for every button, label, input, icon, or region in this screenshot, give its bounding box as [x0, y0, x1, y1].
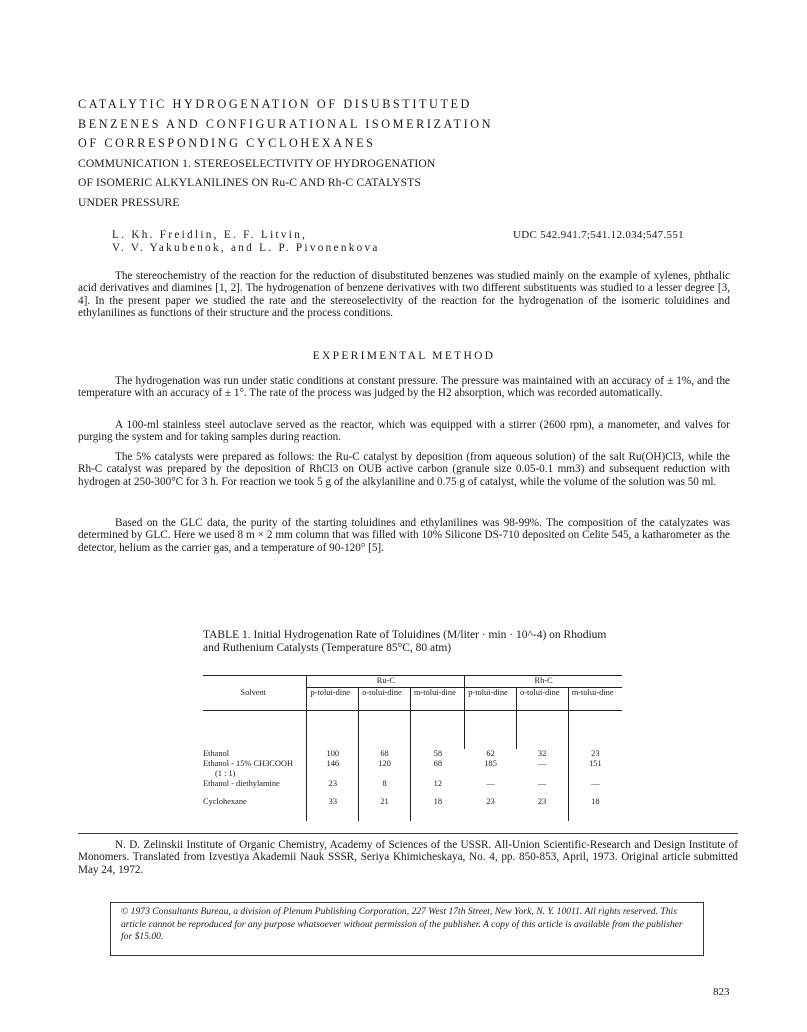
cell: 58 [410, 749, 464, 759]
row-solvent: Cyclohexane [203, 797, 247, 806]
col-header: o-tolui-dine [359, 688, 411, 711]
table-row [203, 779, 622, 789]
solvent-header: Solvent [203, 676, 307, 711]
col-header: p-tolui-dine [465, 688, 517, 711]
row-solvent-note: (1 : 1) [215, 769, 236, 778]
col-header: m-tolui-dine [410, 688, 464, 711]
table-row [203, 749, 622, 759]
title-line-5: OF ISOMERIC ALKYLANILINES ON Ru-C AND Rh-C CATALYSTS [78, 176, 421, 189]
method-paragraph-2: A 100-ml stainless steel autoclave served as the reactor, which was equipped with a stirrer (2600 rpm), a manometer, and valves for purging the system and for taking samples during reaction. [78, 419, 730, 444]
col-header: o-tolui-dine [516, 688, 568, 711]
title-line-4: COMMUNICATION 1. STEREOSELECTIVITY OF HYDROGENATION [78, 156, 436, 170]
cell: 23 [568, 749, 622, 759]
article-title [78, 95, 738, 212]
cell: 12 [410, 779, 464, 789]
title-line-2: BENZENES AND CONFIGURATIONAL ISOMERIZATION [78, 116, 494, 131]
cell: 100 [307, 749, 359, 759]
rh-group-header: Rh-C [465, 676, 622, 688]
col-header: p-tolui-dine [307, 688, 359, 711]
copyright-text: © 1973 Consultants Bureau, a division of Plenum Publishing Corporation, 227 West 17th Street, New York, N. Y. 10011. All rights reserved. This article cannot be reproduced for any purpose whatsoever without permission of the publisher. A copy of this article is available from the publisher for $15.00. [121, 906, 683, 943]
cell: 32 [537, 749, 547, 758]
col-header: m-tolui-dine [568, 688, 622, 711]
cell: 185 [484, 759, 497, 768]
table-caption: TABLE 1. Initial Hydrogenation Rate of Toluidines (M/liter · min · 10^-4) on Rhodium and Ruthenium Catalysts (Temperature 85°C, 80 atm) [203, 629, 607, 654]
rates-table [203, 675, 622, 821]
page-number: 823 [713, 986, 730, 998]
cell: 21 [359, 797, 411, 807]
section-heading: EXPERIMENTAL METHOD [312, 350, 496, 362]
cell: 33 [307, 797, 359, 807]
intro-paragraph: The stereochemistry of the reaction for the reduction of disubstituted benzenes was studied mainly on the example of xylenes, phthalic acid derivatives and diamines [1, 2]. The hydrogenation of benzene derivatives with two different substituents was studied to a lesser degree [3, 4]. In the present paper we studied the rate and the stereoselectivity of the reaction for the hydrogenation of the isomeric toluidines and ethylanilines as functions of their structure and the process conditions. [78, 270, 730, 320]
title-line-1: CATALYTIC HYDROGENATION OF DISUBSTITUTED [78, 97, 472, 111]
cell: 62 [486, 749, 495, 758]
cell: 8 [359, 779, 411, 789]
method-paragraph-1: The hydrogenation was run under static conditions at constant pressure. The pressure was maintained with an accuracy of ± 1%, and the temperature with an accuracy of ± 1°. The rate of the process was judged by the H2 absorption, which was recorded automatically. [78, 375, 730, 400]
row-solvent: Ethanol [203, 749, 230, 758]
cell: — [486, 779, 495, 788]
table-row [203, 759, 622, 779]
ru-group-header: Ru-C [307, 676, 465, 688]
title-line-6: UNDER PRESSURE [78, 195, 180, 209]
cell: 23 [486, 797, 495, 806]
institution-footnote: N. D. Zelinskii Institute of Organic Chemistry, Academy of Sciences of the USSR. All-Union Scientific-Research and Design Institute of Monomers. Translated from Izvestiya Akademii Nauk SSSR, Seriya Khimicheskaya, No. 4, pp. 850-853, April, 1973. Original article submitted May 24, 1972. [78, 839, 738, 876]
cell: 23 [307, 779, 359, 789]
method-paragraph-4: Based on the GLC data, the purity of the starting toluidines and ethylanilines was 98-99%. The composition of the catalyzates was determined by GLC. Here we used 8 m × 2 mm column that was filled with 10% Silicone DS-710 deposited on Celite 545, a katharometer as the detector, helium as the carrier gas, and a temperature of 90-120° [5]. [78, 517, 730, 554]
footnote-divider [78, 833, 738, 834]
row-solvent [203, 759, 307, 779]
authors-line-1: L. Kh. Freidlin, E. F. Litvin, [112, 229, 308, 241]
authors [112, 229, 380, 255]
udc-code: UDC 542.941.7;541.12.034;547.551 [513, 229, 684, 241]
cell: 146 [307, 759, 359, 779]
cell: — [537, 779, 547, 788]
method-paragraph-3: The 5% catalysts were prepared as follows: the Ru-C catalyst by deposition (from aqueous solution) of the salt Ru(OH)Cl3, while the Rh-C catalyst was prepared by the deposition of RhCl3 on OUB active carbon (granule size 0.05-0.1 mm3) and subsequent reduction with hydrogen at 250-300°C for 3 h. For reaction we took 5 g of the alkylaniline and 0.75 g of catalyst, while the volume of the solution was 50 ml. [78, 451, 730, 488]
row-solvent: Ethanol - diethylamine [203, 779, 280, 788]
cell: 120 [359, 759, 411, 779]
table-row [203, 797, 622, 807]
cell: 18 [568, 797, 622, 807]
cell: — [568, 779, 622, 789]
authors-line-2: V. V. Yakubenok, and L. P. Pivonenkova [112, 242, 380, 254]
cell: 23 [537, 797, 547, 806]
row-solvent-label: Ethanol - 15% CH3COOH [203, 759, 294, 768]
cell: 68 [410, 759, 464, 779]
title-line-3: OF CORRESPONDING CYCLOHEXANES [78, 136, 376, 150]
cell: 68 [359, 749, 411, 759]
cell: 18 [410, 797, 464, 807]
cell: — [537, 759, 547, 768]
cell: 151 [568, 759, 622, 779]
